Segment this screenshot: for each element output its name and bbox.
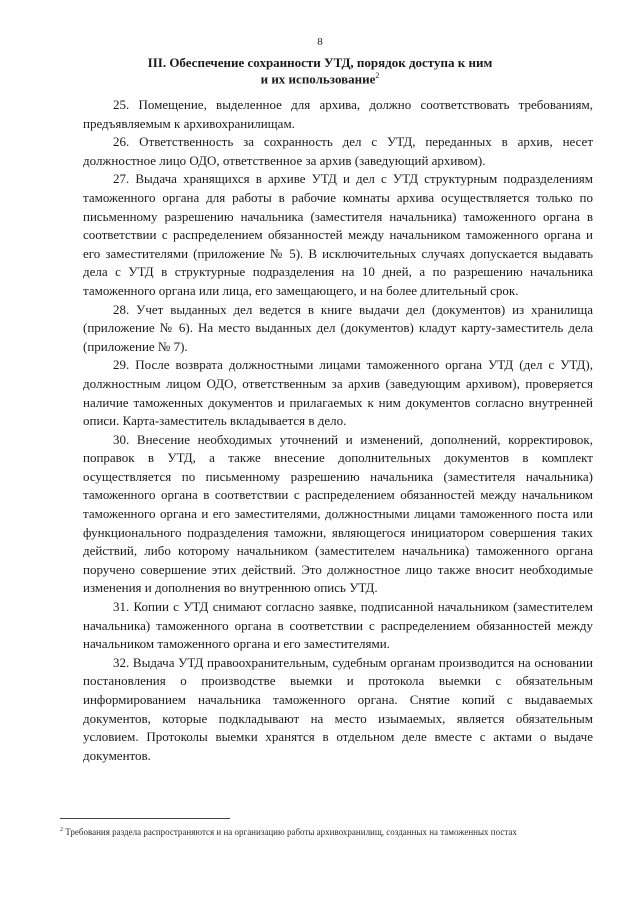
paragraph-28: 28. Учет выданных дел ведется в книге выдачи дел (документов) из хранилища (приложение № 6). На место выданных дел (документов) кладут карту-заместитель дела (приложение № 7). (83, 301, 593, 354)
section-title (90, 56, 550, 85)
paragraph-27: 27. Выдача хранящихся в архиве УТД и дел с УТД структурным подразделениям таможенного органа для работы в рабочие комнаты архива осуществляется только по письменному разрешению начальника (заместителя начальника) таможенного органа в соответствии с распределением обязанностей между начальником таможенного органа и его заместителями (приложение № 5). В исключительных случаях допускается выдавать дела с УТД в структурные подразделения на 10 дней, а по разрешению начальника таможенного органа или лица, его замещающего, и на более длительный срок. (83, 171, 593, 298)
paragraph-31: 31. Копии с УТД снимают согласно заявке, подписанной начальником (заместителем начальника) таможенного органа в соответствии с распределением обязанностей между начальником таможенного органа и его заместителями. (83, 599, 593, 652)
footnote-reference[interactable]: 2 (375, 71, 380, 80)
paragraph-26: 26. Ответственность за сохранность дел с УТД, переданных в архив, несет должностное лицо ОДО, ответственное за архив (заведующий архивом). (83, 134, 593, 168)
section-title-line-2-text: и их использование (260, 71, 376, 87)
footnote-text: Требования раздела распространяются и на организацию работы архивохранилищ, созданных на таможенных постах (65, 827, 517, 837)
section-title-line-2 (90, 69, 550, 85)
footnote-divider (60, 818, 230, 819)
paragraph-25: 25. Помещение, выделенное для архива, должно соответствовать требованиям, предъявляемым к архивохранилищам. (83, 97, 593, 131)
page-number: 8 (317, 36, 323, 48)
body-text (83, 96, 593, 765)
footnote (60, 824, 590, 838)
paragraph-32: 32. Выдача УТД правоохранительным, судебным органам производится на основании постановления о производстве выемки и протокола выемки с обязательным информированием начальника таможенного органа. Снятие копий с выдаваемых документов, которые подкладывают на место изымаемых, является обязательным условием. Протоколы выемки хранятся в отдельном деле вместе с актами о выдаче документов. (83, 654, 593, 763)
paragraph-30: 30. Внесение необходимых уточнений и изменений, дополнений, корректировок, поправок в УТД, а также внесение дополнительных документов в комплект осуществляется по письменному разрешению начальника (заместителя начальника) таможенного органа в соответствии с распределением обязанностей между начальником таможенного органа и его заместителями, должностными лицами таможенного поста или функционального подразделения таможни, являющегося инициатором совершения таких действий, либо которому начальником (заместителем начальника) таможенного органа поручено совершение этих действий. Это должностное лицо также вносит необходимые изменения и дополнения во внутреннюю опись УТД. (83, 431, 593, 596)
paragraph-29: 29. После возврата должностными лицами таможенного органа УТД (дел с УТД), должностным лицом ОДО, ответственным за архив (заведующим архивом), проверяется наличие таможенных документов и прилагаемых к ним документов согласно внутренней описи. Карта-заместитель вкладывается в дело. (83, 357, 593, 429)
section-title-line-1: III. Обеспечение сохранности УТД, порядок доступа к ним (147, 55, 493, 70)
footnote-marker: 2 (60, 827, 63, 833)
